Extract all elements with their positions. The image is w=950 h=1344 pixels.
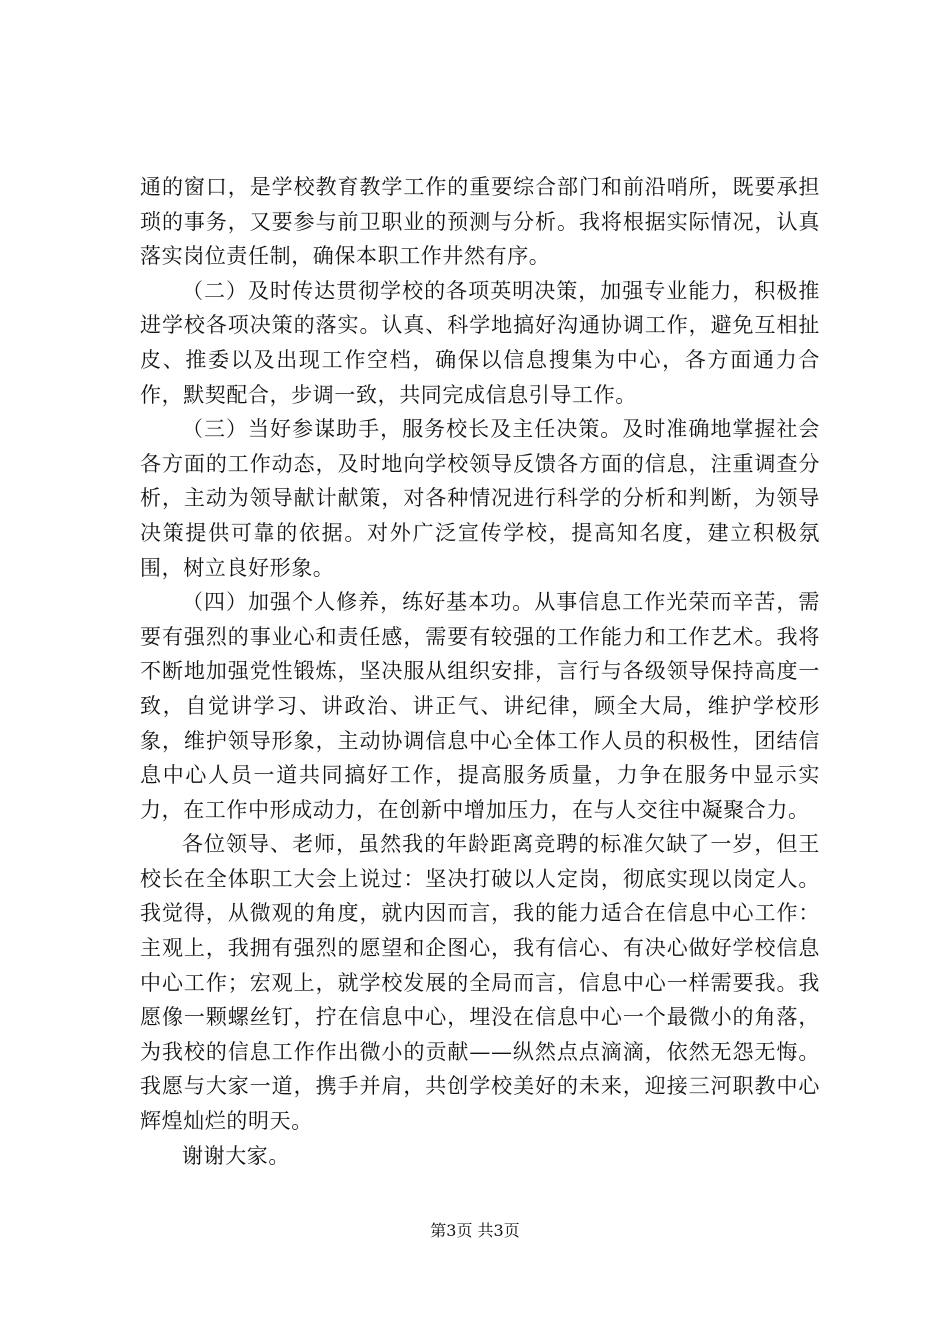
page-number-footer: 第3页 共3页 (430, 1221, 520, 1240)
paragraph-6: 谢谢大家。 (182, 1143, 290, 1168)
paragraph-5: 各位领导、老师，虽然我的年龄距离竞聘的标准欠缺了一岁，但王校长在全体职工大会上说过：坚决打破以人定岗，彻底实现以岗定人。我觉得，从微观的角度，就内因而言，我的能力适合在信息中心工作：主观上，我拥有强烈的愿望和企图心，我有信心、有决心做好学校信息中心工作；宏观上，就学校发展的全局而言，信息中心一样需要我。我愿像一颗螺丝钉，拧在信息中心，埋没在信息中心一个最微小的角落，为我校的信息工作作出微小的贡献——纵然点点滴滴，依然无怨无悔。我愿与大家一道，携手并肩，共创学校美好的未来，迎接三河职教中心辉煌灿烂的明天。 (140, 832, 820, 1134)
document-body (140, 170, 820, 1173)
paragraph-3: （三）当好参谋助手，服务校长及主任决策。及时准确地掌握社会各方面的工作动态，及时地向学校领导反馈各方面的信息，注重调查分析，主动为领导献计献策，对各种情况进行科学的分析和判断，为领导决策提供可靠的依据。对外广泛宣传学校，提高知名度，建立积极氛围，树立良好形象。 (140, 417, 820, 580)
paragraph-2: （二）及时传达贯彻学校的各项英明决策，加强专业能力，积极推进学校各项决策的落实。认真、科学地搞好沟通协调工作，避免互相扯皮、推委以及出现工作空档，确保以信息搜集为中心，各方面通力合作，默契配合，步调一致，共同完成信息引导工作。 (140, 278, 820, 407)
paragraph-4: （四）加强个人修养，练好基本功。从事信息工作光荣而辛苦，需要有强烈的事业心和责任感，需要有较强的工作能力和工作艺术。我将不断地加强党性锻炼，坚决服从组织安排，言行与各级领导保持高度一致，自觉讲学习、讲政治、讲正气、讲纪律，顾全大局，维护学校形象，维护领导形象，主动协调信息中心全体工作人员的积极性，团结信息中心人员一道共同搞好工作，提高服务质量，力争在服务中显示实力，在工作中形成动力，在创新中增加压力，在与人交往中凝聚合力。 (140, 590, 820, 822)
paragraph-1: 通的窗口，是学校教育教学工作的重要综合部门和前沿哨所，既要承担琐的事务，又要参与前卫职业的预测与分析。我将根据实际情况，认真落实岗位责任制，确保本职工作井然有序。 (140, 175, 820, 269)
